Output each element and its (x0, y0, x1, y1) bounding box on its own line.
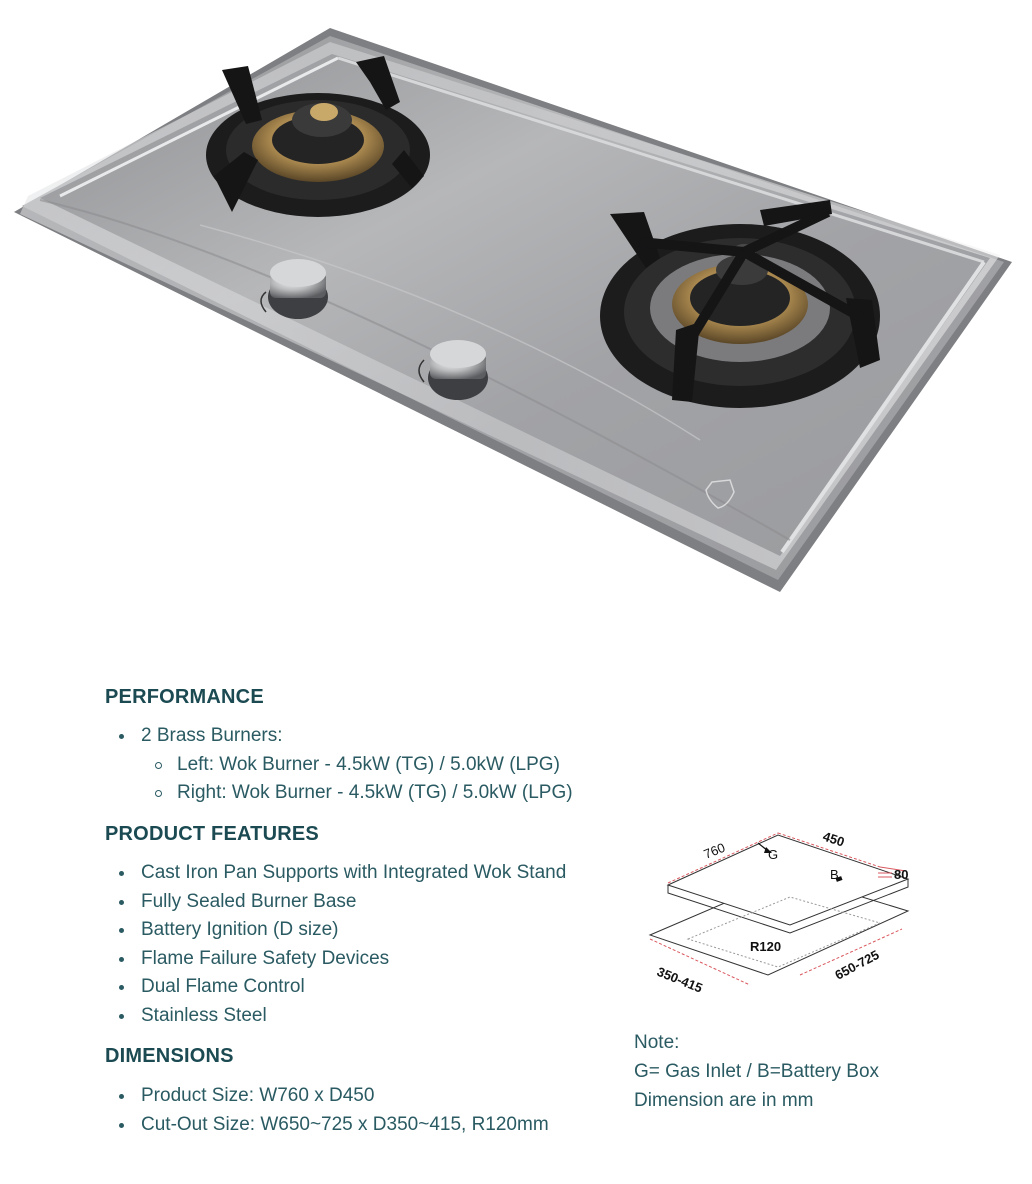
list-item: Fully Sealed Burner Base (105, 888, 566, 917)
note-line-units: Dimension are in mm (634, 1090, 814, 1111)
dimension-label-depth: 450 (821, 828, 847, 850)
list-item: Cut-Out Size: W650~725 x D350~415, R120mm (105, 1111, 549, 1140)
list-item: Cast Iron Pan Supports with Integrated Wok Stand (105, 859, 566, 888)
list-item (105, 722, 573, 808)
list-item: Stainless Steel (105, 1002, 566, 1031)
dimension-label-height: 80 (894, 867, 909, 882)
dimensions-list (105, 1082, 549, 1139)
sub-list-item: Left: Wok Burner - 4.5kW (TG) / 5.0kW (LPG) (141, 751, 573, 780)
cut-out-depth-label: 350-415 (654, 963, 705, 996)
list-item: Dual Flame Control (105, 973, 566, 1002)
cut-out-width-label: 650-725 (832, 947, 882, 983)
list-item-text: 2 Brass Burners: (141, 725, 283, 746)
section-title-dimensions: DIMENSIONS (105, 1045, 234, 1067)
burner-sublist (141, 751, 573, 808)
right-control-knob[interactable] (428, 340, 488, 400)
sub-list-item: Right: Wok Burner - 4.5kW (TG) / 5.0kW (LPG) (141, 779, 573, 808)
section-title-product-features: PRODUCT FEATURES (105, 823, 319, 845)
list-item: Flame Failure Safety Devices (105, 945, 566, 974)
diagram-note (634, 1028, 879, 1115)
battery-box-label: B (830, 867, 839, 882)
dimension-diagram (640, 815, 930, 1015)
list-item: Battery Ignition (D size) (105, 916, 566, 945)
left-control-knob[interactable] (268, 259, 328, 319)
dimension-label-width: 760 (701, 839, 728, 862)
performance-list (105, 722, 573, 808)
radius-label: R120 (750, 939, 782, 954)
list-item: Product Size: W760 x D450 (105, 1082, 549, 1111)
features-list (105, 859, 566, 1030)
gas-inlet-label: G (768, 847, 779, 862)
section-title-performance: PERFORMANCE (105, 686, 264, 708)
note-heading: Note: (634, 1032, 680, 1053)
note-line-legend: G= Gas Inlet / B=Battery Box (634, 1061, 880, 1082)
